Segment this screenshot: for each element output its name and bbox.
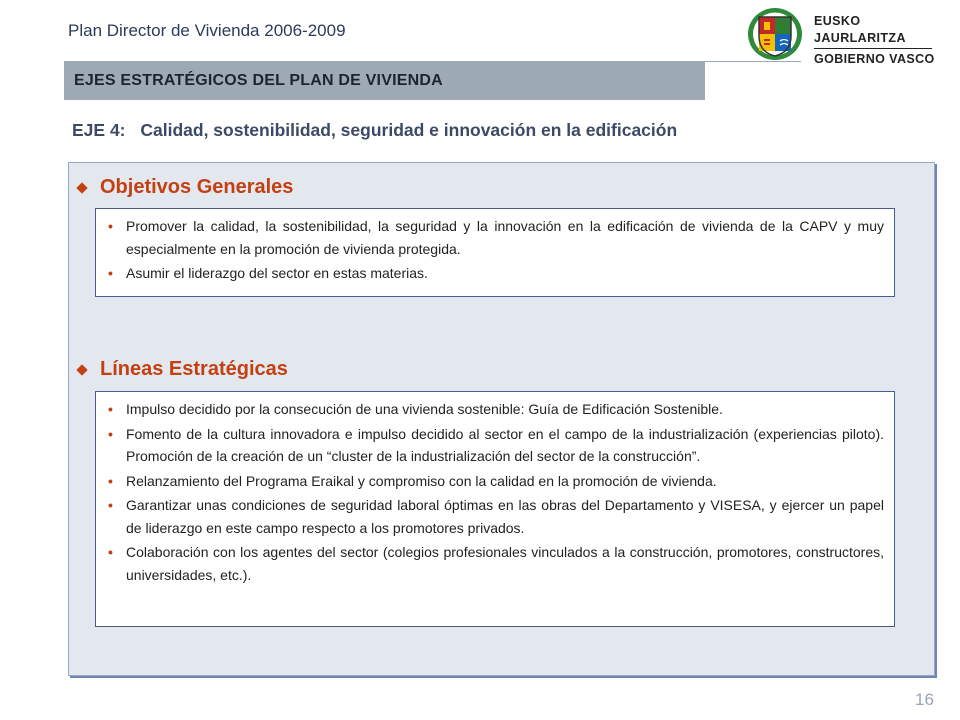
bullet-icon: •	[108, 401, 113, 417]
list-item-text: Garantizar unas condiciones de seguridad laboral óptimas en las obras del Departamento y VISESA, y ejercer un papel de liderazgo en este campo respecto a los promotores privados.	[126, 497, 884, 536]
list-item-text: Impulso decidido por la consecución de una vivienda sostenible: Guía de Edificación Sostenible.	[126, 401, 723, 417]
coat-of-arms-icon	[744, 6, 808, 62]
lineas-list	[106, 398, 884, 586]
list-item	[106, 398, 884, 421]
list-item-text: Asumir el liderazgo del sector en estas materias.	[126, 265, 428, 281]
logo-text-basque: EUSKO JAURLARITZA	[814, 14, 906, 45]
eje-label: EJE 4:	[72, 120, 126, 140]
list-item-text: Promover la calidad, la sostenibilidad, la seguridad y la innovación en la edificación de vivienda de la CAPV y muy especialmente en la promoción de vivienda protegida.	[126, 218, 884, 257]
bullet-icon: •	[108, 265, 113, 281]
eje-heading	[72, 120, 677, 141]
list-item-text: Fomento de la cultura innovadora e impulso decidido al sector en el campo de la industrialización (experiencias piloto). Promoción de la creación de un “cluster de la industrialización del sector de la construcción”.	[126, 425, 884, 464]
list-item-text: Relanzamiento del Programa Eraikal y compromiso con la calidad en la promoción de vivienda.	[126, 472, 717, 489]
list-item	[106, 262, 884, 285]
list-item	[106, 215, 884, 260]
list-item	[106, 541, 884, 586]
diamond-bullet-icon	[76, 182, 87, 193]
bullet-icon: •	[108, 497, 113, 513]
objetivos-list	[106, 215, 884, 285]
logo-text-spanish: GOBIERNO VASCO	[814, 52, 935, 66]
lineas-box	[95, 391, 895, 627]
eje-text: Calidad, sostenibilidad, seguridad e innovación en la edificación	[140, 120, 678, 140]
bullet-icon: •	[108, 218, 113, 234]
page-number: 16	[915, 690, 934, 709]
bullet-icon: •	[108, 425, 113, 442]
document-title: Plan Director de Vivienda 2006-2009	[68, 21, 346, 40]
bullet-icon: •	[108, 544, 113, 560]
list-item-text: Colaboración con los agentes del sector (colegios profesionales vinculados a la construcción, promotores, constructores, universidades, etc.).	[126, 544, 884, 583]
lineas-heading-text: Líneas Estratégicas	[100, 358, 288, 380]
objetivos-heading	[75, 176, 293, 199]
section-title: EJES ESTRATÉGICOS DEL PLAN DE VIVIENDA	[74, 71, 443, 89]
list-item	[106, 423, 884, 468]
list-item	[106, 470, 884, 493]
objetivos-heading-text: Objetivos Generales	[100, 176, 294, 198]
bullet-icon: •	[108, 472, 113, 489]
lineas-heading	[75, 358, 288, 381]
logo-divider	[814, 48, 932, 49]
diamond-bullet-icon	[76, 364, 87, 375]
government-logo	[744, 6, 954, 66]
list-item	[106, 494, 884, 539]
section-title-bar	[64, 61, 705, 100]
objetivos-box	[95, 208, 895, 297]
